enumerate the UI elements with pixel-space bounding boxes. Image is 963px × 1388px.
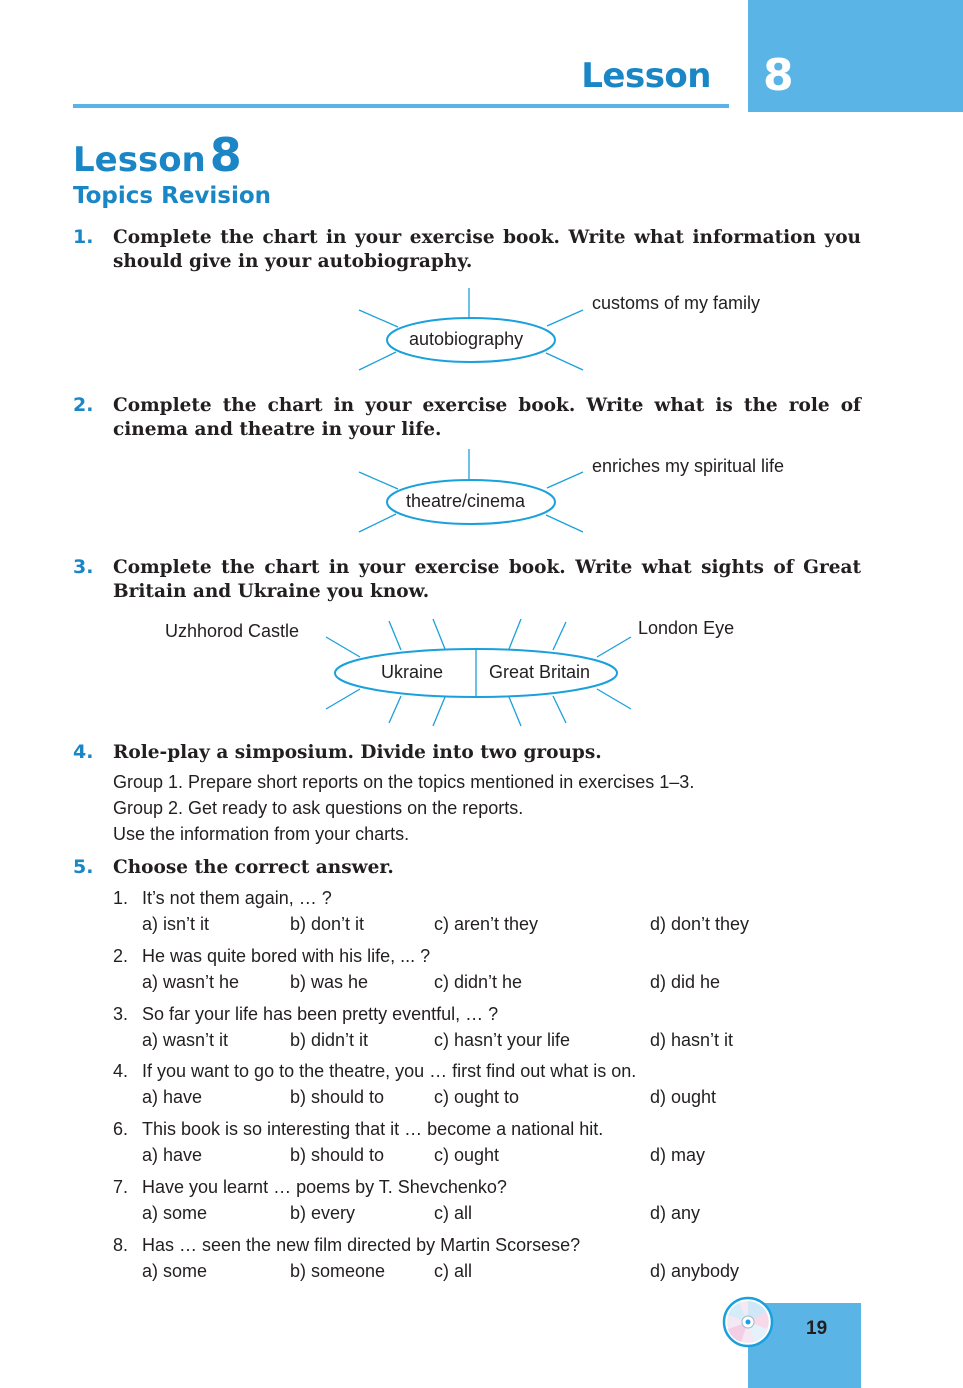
spoke (509, 697, 521, 726)
exercise-4-line-3: Use the information from your charts. (113, 824, 410, 844)
exercise-1-instruction: Complete the chart in your exercise book. Write what information you should give in your autobiography. (113, 227, 861, 272)
spoke (326, 637, 360, 657)
exercise-4-number: 4. (73, 741, 94, 763)
header-rule (73, 104, 729, 108)
question-text: This book is so interesting that it … become a national hit. (142, 1119, 604, 1139)
great-britain-label: Great Britain (489, 662, 591, 682)
option-c: c) aren’t they (434, 914, 539, 934)
great-britain-example: London Eye (638, 618, 735, 638)
option-a: a) wasn’t he (142, 972, 240, 992)
spoke (547, 472, 583, 488)
question-number: 2. (113, 946, 129, 966)
exercise-4-line-1: Group 1. Prepare short reports on the topics mentioned in exercises 1–3. (113, 772, 695, 792)
question-number: 7. (113, 1177, 129, 1197)
question-text: Have you learnt … poems by T. Shevchenko? (142, 1177, 507, 1197)
exercise-3-number: 3. (73, 556, 94, 578)
option-a: a) have (142, 1145, 203, 1165)
spoke (326, 689, 360, 709)
question-number: 6. (113, 1119, 129, 1139)
exercise-5-instruction: Choose the correct answer. (113, 857, 394, 878)
spoke (597, 637, 631, 657)
option-b: b) didn’t it (290, 1030, 369, 1050)
option-c: c) all (434, 1203, 473, 1223)
spoke (359, 514, 396, 532)
question-number: 1. (113, 888, 129, 908)
page-number: 19 (806, 1318, 828, 1339)
option-d: d) don’t they (650, 914, 750, 934)
option-d: d) may (650, 1145, 706, 1165)
spoke (547, 310, 583, 326)
running-header-title: Lesson (581, 56, 711, 96)
autobiography-label: autobiography (409, 329, 524, 349)
question-number: 8. (113, 1235, 129, 1255)
option-d: d) hasn’t it (650, 1030, 734, 1050)
option-c: c) didn’t he (434, 972, 523, 992)
option-d: d) did he (650, 972, 721, 992)
option-d: d) any (650, 1203, 701, 1223)
exercise-3-instruction: Complete the chart in your exercise book. Write what sights of Great Britain and Ukraine you know. (113, 557, 861, 602)
ukraine-label: Ukraine (381, 662, 444, 682)
option-c: c) hasn’t your life (434, 1030, 571, 1050)
lesson-subtitle: Topics Revision (73, 183, 272, 209)
spoke (359, 310, 398, 327)
option-a: a) some (142, 1203, 208, 1223)
option-b: b) someone (290, 1261, 386, 1281)
option-a: a) some (142, 1261, 208, 1281)
spoke (546, 515, 583, 532)
exercise-4-line-2: Group 2. Get ready to ask questions on the reports. (113, 798, 524, 818)
theatre-cinema-label: theatre/cinema (406, 491, 526, 511)
running-header-number: 8 (763, 50, 794, 101)
option-c: c) all (434, 1261, 473, 1281)
spoke (433, 619, 445, 649)
exercise-2-number: 2. (73, 394, 94, 416)
option-a: a) wasn’t it (142, 1030, 229, 1050)
question-text: If you want to go to the theatre, you … first find out what is on. (142, 1061, 637, 1081)
spoke (553, 696, 566, 723)
spoke (389, 621, 401, 650)
question-number: 3. (113, 1004, 129, 1024)
spoke (509, 619, 521, 649)
theatre-cinema-example: enriches my spiritual life (592, 456, 785, 476)
option-b: b) every (290, 1203, 356, 1223)
exercise-4-instruction: Role-play a simposium. Divide into two groups. (113, 742, 602, 763)
ukraine-example: Uzhhorod Castle (165, 621, 300, 641)
option-b: b) should to (290, 1087, 385, 1107)
option-c: c) ought to (434, 1087, 520, 1107)
option-a: a) have (142, 1087, 203, 1107)
question-text: He was quite bored with his life, ... ? (142, 946, 431, 966)
question-text: It’s not them again, … ? (142, 888, 332, 908)
option-b: b) should to (290, 1145, 385, 1165)
option-b: b) was he (290, 972, 369, 992)
question-number: 4. (113, 1061, 129, 1081)
option-a: a) isn’t it (142, 914, 210, 934)
lesson-title (73, 128, 242, 182)
exercise-5-number: 5. (73, 856, 94, 878)
option-d: d) anybody (650, 1261, 740, 1281)
cd-icon (722, 1296, 774, 1348)
spoke (389, 696, 401, 723)
option-d: d) ought (650, 1087, 717, 1107)
question-text: Has … seen the new film directed by Martin Scorsese? (142, 1235, 581, 1255)
exercise-2-instruction: Complete the chart in your exercise book. Write what is the role of cinema and theatre in your life. (113, 395, 861, 440)
spoke (597, 689, 631, 709)
option-c: c) ought (434, 1145, 500, 1165)
autobiography-example: customs of my family (592, 293, 761, 313)
lesson-title-number: 8 (209, 128, 242, 182)
question-text: So far your life has been pretty eventful, … ? (142, 1004, 499, 1024)
spoke (359, 472, 398, 489)
spoke (553, 622, 566, 650)
spoke (546, 353, 583, 370)
spoke (359, 352, 396, 370)
spoke (433, 697, 445, 726)
exercise-1-number: 1. (73, 226, 94, 248)
lesson-title-word: Lesson (73, 140, 206, 180)
option-b: b) don’t it (290, 914, 365, 934)
